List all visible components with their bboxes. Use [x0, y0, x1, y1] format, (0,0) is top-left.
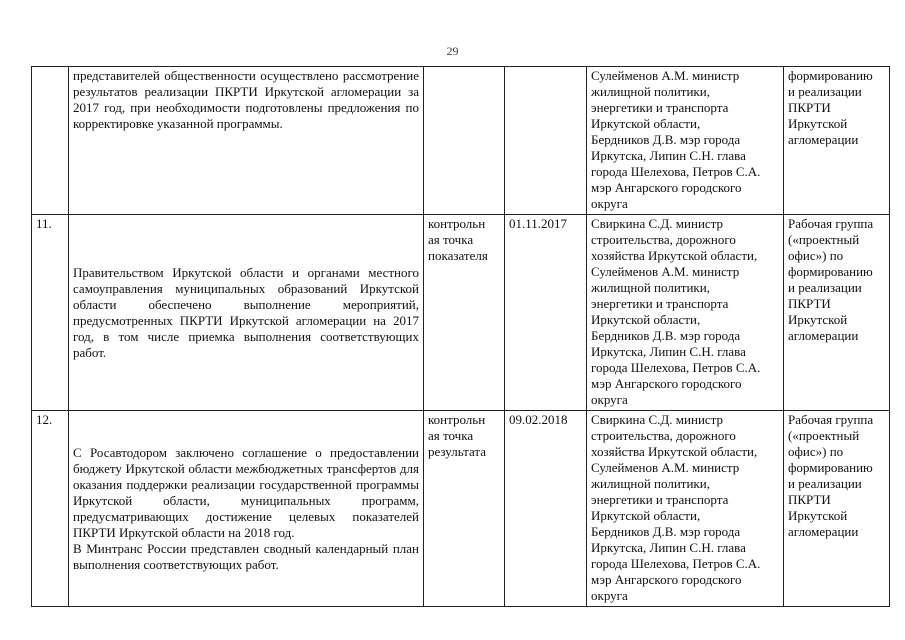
group-line: Иркутской — [788, 116, 848, 131]
event-paragraph: Правительством Иркутской области и органами местного самоуправления муниципальных образований Иркутской области обеспечено выполнение мероприятий, предусмотренных ПКРТИ Иркутской агломерации на 2017 год, в том числе приемка выполнения соответствующих работ. — [73, 264, 419, 360]
group-line: агломерации — [788, 132, 859, 147]
group-line: формированию — [788, 264, 873, 279]
responsible-line: энергетики и транспорта — [591, 100, 729, 115]
responsible-line: Иркутска, Липин С.Н. глава — [591, 148, 746, 163]
responsible-line: Бердников Д.В. мэр города — [591, 328, 741, 343]
deadline-date: 01.11.2017 — [505, 215, 587, 411]
working-group — [784, 411, 890, 607]
responsible-line: хозяйства Иркутской области, — [591, 248, 758, 263]
responsible-line: города Шелехова, Петров С.А. — [591, 164, 761, 179]
responsible-line: округа — [591, 196, 628, 211]
row-number: 11. — [32, 215, 69, 411]
responsible-line: Сулейменов А.М. министр — [591, 460, 740, 475]
responsible-line: строительства, дорожного — [591, 428, 736, 443]
working-group — [784, 67, 890, 215]
responsible-line: Бердников Д.В. мэр города — [591, 132, 741, 147]
event-description — [69, 67, 424, 215]
responsible-persons — [587, 67, 784, 215]
responsible-line: Бердников Д.В. мэр города — [591, 524, 741, 539]
working-group — [784, 215, 890, 411]
row-number: 12. — [32, 411, 69, 607]
responsible-line: Иркутска, Липин С.Н. глава — [591, 344, 746, 359]
group-line: («проектный — [788, 428, 860, 443]
group-line: Рабочая группа — [788, 412, 874, 427]
group-line: формированию — [788, 460, 873, 475]
group-line: и реализации — [788, 476, 862, 491]
responsible-line: мэр Ангарского городского — [591, 376, 742, 391]
page-number: 29 — [446, 44, 459, 58]
responsible-line: города Шелехова, Петров С.А. — [591, 556, 761, 571]
event-description — [69, 215, 424, 411]
group-line: Иркутской — [788, 508, 848, 523]
deadline-date: 09.02.2018 — [505, 411, 587, 607]
group-line: («проектный — [788, 232, 860, 247]
event-description — [69, 411, 424, 607]
responsible-line: Свиркина С.Д. министр — [591, 412, 724, 427]
group-line: и реализации — [788, 84, 862, 99]
row-number — [32, 67, 69, 215]
responsible-line: округа — [591, 588, 628, 603]
group-line: офис») по — [788, 444, 844, 459]
responsible-line: энергетики и транспорта — [591, 296, 729, 311]
group-line: Рабочая группа — [788, 216, 874, 231]
group-line: формированию — [788, 68, 873, 83]
control-point-type: контрольн ая точка результата — [424, 411, 505, 607]
table-row — [32, 67, 890, 215]
responsible-line: жилищной политики, — [591, 84, 710, 99]
responsible-line: Свиркина С.Д. министр — [591, 216, 724, 231]
control-point-type — [424, 67, 505, 215]
event-paragraph: С Росавтодором заключено соглашение о предоставлении бюджету Иркутской области межбюджетных трансфертов для оказания поддержки реализации государственной программы Иркутской области, муниципальных программ, предусматривающих достижение целевых показателей ПКРТИ Иркутской области на 2018 год. — [73, 444, 419, 540]
group-line: офис») по — [788, 248, 844, 263]
responsible-line: мэр Ангарского городского — [591, 572, 742, 587]
responsible-line: Сулейменов А.М. министр — [591, 264, 740, 279]
table-row — [32, 411, 890, 607]
deadline-date — [505, 67, 587, 215]
group-line: ПКРТИ — [788, 492, 831, 507]
responsible-persons — [587, 411, 784, 607]
event-paragraph: В Минтранс России представлен сводный календарный план выполнения соответствующих работ. — [73, 540, 419, 572]
responsible-line: строительства, дорожного — [591, 232, 736, 247]
responsible-line: города Шелехова, Петров С.А. — [591, 360, 761, 375]
responsible-line: Иркутска, Липин С.Н. глава — [591, 540, 746, 555]
responsible-line: жилищной политики, — [591, 280, 710, 295]
control-point-type: контрольн ая точка показателя — [424, 215, 505, 411]
group-line: ПКРТИ — [788, 100, 831, 115]
group-line: и реализации — [788, 280, 862, 295]
responsible-line: Сулейменов А.М. министр — [591, 68, 740, 83]
responsible-line: хозяйства Иркутской области, — [591, 444, 758, 459]
responsible-persons — [587, 215, 784, 411]
responsible-line: энергетики и транспорта — [591, 492, 729, 507]
responsible-line: мэр Ангарского городского — [591, 180, 742, 195]
events-table — [31, 66, 890, 607]
responsible-line: Иркутской области, — [591, 508, 701, 523]
group-line: агломерации — [788, 328, 859, 343]
responsible-line: жилищной политики, — [591, 476, 710, 491]
group-line: Иркутской — [788, 312, 848, 327]
event-paragraph: представителей общественности осуществлено рассмотрение результатов реализации ПКРТИ Иркутской агломерации за 2017 год, при необходимости подготовлены предложения по корректировке указанной программы. — [73, 68, 419, 131]
responsible-line: Иркутской области, — [591, 312, 701, 327]
responsible-line: Иркутской области, — [591, 116, 701, 131]
group-line: ПКРТИ — [788, 296, 831, 311]
responsible-line: округа — [591, 392, 628, 407]
table-row — [32, 215, 890, 411]
group-line: агломерации — [788, 524, 859, 539]
